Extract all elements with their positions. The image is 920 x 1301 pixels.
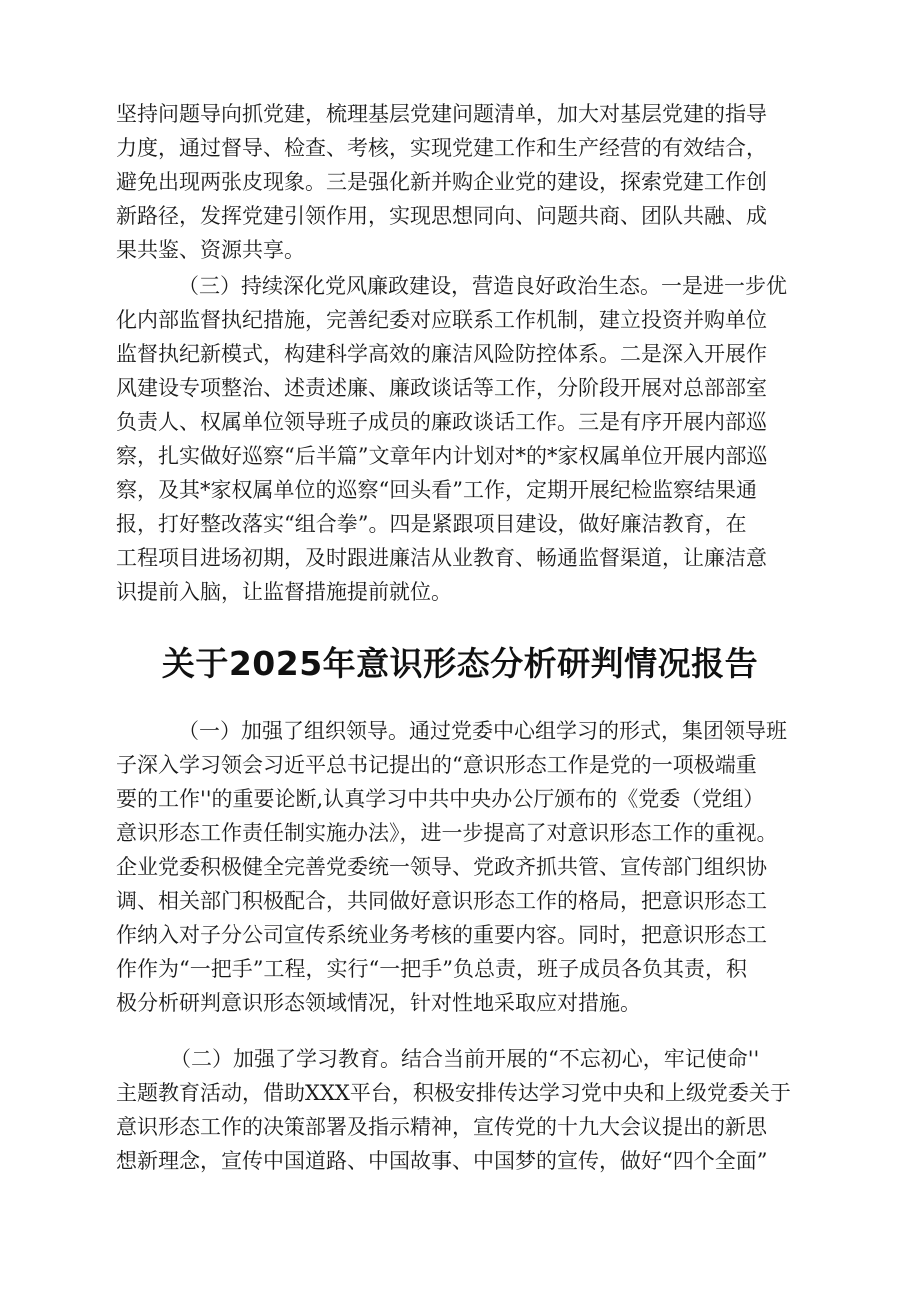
paragraph-line: 意识形态工作的决策部署及指示精神，宣传党的十九大会议提出的新思	[116, 1115, 767, 1139]
paragraph-line: 主题教育活动，借助XXX平台，积极安排传达学习党中央和上级党委关于	[116, 1081, 791, 1105]
paragraph-line: 化内部监督执纪措施，完善纪委对应联系工作机制，建立投资并购单位	[116, 308, 767, 332]
paragraph-line: 子深入学习领会习近平总书记提出的“意识形态工作是党的一项极端重	[116, 753, 757, 777]
section-one-heading-line: （一）加强了组织领导。通过党委中心组学习的形式，集团领导班	[178, 719, 787, 743]
paragraph-line: 报，打好整改落实“组合拳”。四是紧跟项目建设，做好廉洁教育，在	[116, 512, 747, 536]
paragraph-line: 要的工作''的重要论断,认真学习中共中央办公厅颁布的《党委（党组）	[116, 787, 765, 811]
paragraph-line: 果共鉴、资源共享。	[116, 238, 305, 262]
paragraph-line: 调、相关部门积极配合，共同做好意识形态工作的格局，把意识形态工	[116, 889, 767, 913]
section-three-heading-line: （三）持续深化党风廉政建设，营造良好政治生态。一是进一步优	[178, 274, 787, 298]
paragraph-line: 风建设专项整治、述责述廉、廉政谈话等工作，分阶段开展对总部部室	[116, 376, 767, 400]
section-two-heading-line: （二）加强了学习教育。结合当前开展的“不忘初心，牢记使命''	[170, 1047, 760, 1071]
paragraph-line: 想新理念，宣传中国道路、中国故事、中国梦的宣传，做好“四个全面”	[116, 1149, 768, 1173]
paragraph-line: 新路径，发挥党建引领作用，实现思想同向、问题共商、团队共融、成	[116, 204, 767, 228]
paragraph-line: 意识形态工作责任制实施办法》，进一步提高了对意识形态工作的重视。	[116, 821, 778, 845]
paragraph-line: 察，扎实做好巡察“后半篇”文章年内计划对*的*家权属单位开展内部巡	[116, 444, 768, 468]
paragraph-line: 监督执纪新模式，构建科学高效的廉洁风险防控体系。二是深入开展作	[116, 342, 767, 366]
paragraph-line: 避免出现两张皮现象。三是强化新并购企业党的建设，探索党建工作创	[116, 170, 767, 194]
paragraph-line: 极分析研判意识形态领域情况，针对性地采取应对措施。	[116, 991, 641, 1015]
page-title: 关于2025年意识形态分析研判情况报告	[161, 644, 759, 683]
paragraph-line: 作纳入对子分公司宣传系统业务考核的重要内容。同时，把意识形态工	[116, 923, 767, 947]
paragraph-line: 负责人、权属单位领导班子成员的廉政谈话工作。三是有序开展内部巡	[116, 410, 767, 434]
paragraph-line: 作作为“一把手”工程，实行“一把手”负总责，班子成员各负其责，积	[116, 957, 747, 981]
paragraph-line: 企业党委积极健全完善党委统一领导、党政齐抓共管、宣传部门组织协	[116, 855, 767, 879]
paragraph-line: 识提前入脑，让监督措施提前就位。	[116, 580, 452, 604]
paragraph-line: 坚持问题导向抓党建，梳理基层党建问题清单，加大对基层党建的指导	[116, 102, 767, 126]
paragraph-line: 察，及其*家权属单位的巡察“回头看”工作，定期开展纪检监察结果通	[116, 478, 757, 502]
paragraph-line: 力度，通过督导、检查、考核，实现党建工作和生产经营的有效结合，	[116, 136, 767, 160]
paragraph-line: 工程项目进场初期，及时跟进廉洁从业教育、畅通监督渠道，让廉洁意	[116, 546, 767, 570]
